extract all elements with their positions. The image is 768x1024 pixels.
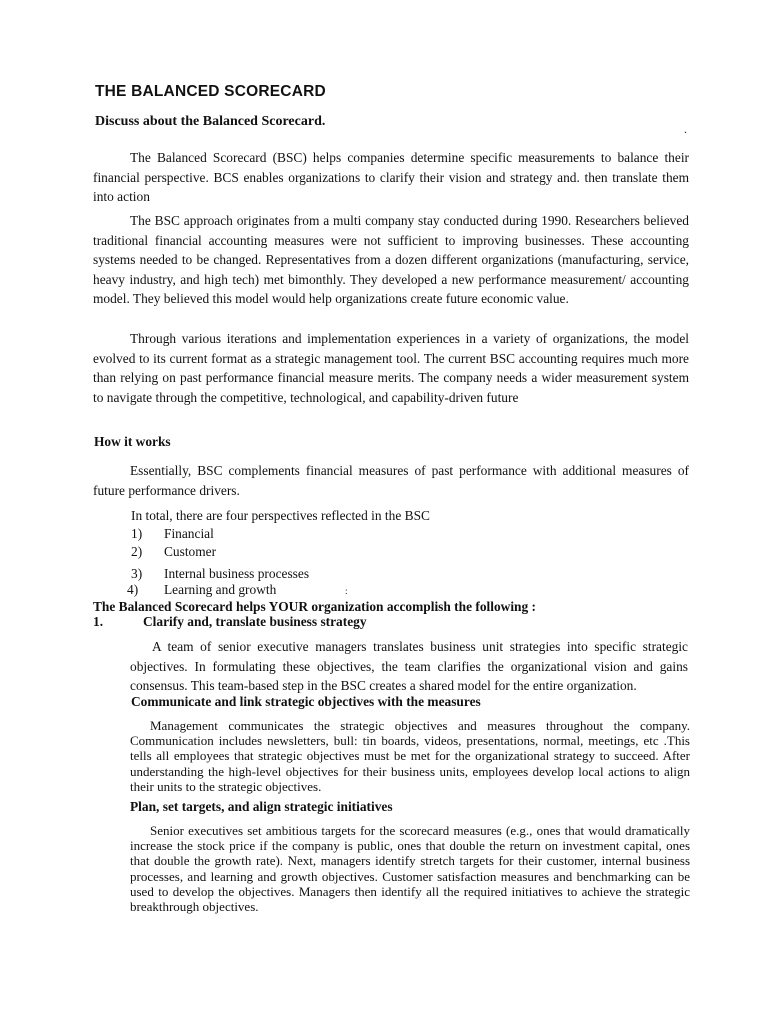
stray-dot: . — [684, 122, 687, 136]
paragraph-clarify: A team of senior executive managers translates business unit strategies into specific strategic objectives. In formulating these objectives, the team clarifies the organizational vision and gains consensus. This team-based step in the BSC creates a shared model for the entire organization. — [130, 639, 688, 693]
list-item-text: Internal business processes — [164, 566, 310, 581]
heading-how-it-works: How it works — [94, 434, 171, 449]
document-subtitle: Discuss about the Balanced Scorecard. — [95, 114, 326, 129]
heading-clarify: Clarify and, translate business strategy — [143, 614, 367, 629]
stray-colon: : — [345, 586, 348, 596]
item-number: 1. — [93, 614, 104, 629]
paragraph-communicate: Management communicates the strategic objectives and measures throughout the company. Communication includes newsletters, bull: tin boards, videos, presentations, normal, meetings, etc .This tells all employees that strategic objectives must be met for the organizational strategy to succeed. After understanding the high-level objectives for their business units, employees develop local actions to align their units to the strategic objectives. — [130, 718, 690, 794]
list-item-number: 3) — [131, 566, 143, 581]
document-title: THE BALANCED SCORECARD — [95, 83, 326, 100]
list-item-text: Financial — [164, 526, 214, 541]
heading-accomplish: The Balanced Scorecard helps YOUR organization accomplish the following : — [93, 599, 537, 614]
paragraph-how-it-works: Essentially, BSC complements financial measures of past performance with additional measures of future performance drivers. — [93, 463, 689, 498]
list-item-number: 1) — [131, 526, 143, 541]
perspectives-intro: In total, there are four perspectives reflected in the BSC — [131, 508, 430, 523]
heading-communicate: Communicate and link strategic objectives with the measures — [131, 694, 481, 709]
heading-plan: Plan, set targets, and align strategic initiatives — [130, 799, 393, 814]
list-item-text: Learning and growth — [164, 582, 277, 597]
list-item-text: Customer — [164, 544, 217, 559]
paragraph-origins: The BSC approach originates from a multi company stay conducted during 1990. Researchers believed traditional financial accounting measures were not sufficient to improving businesses. These accounting systems needed to be changed. Representatives from a dozen different organizations (manufacturing, service, heavy industry, and high tech) met bimonthly. They developed a new performance measurement/ accounting model. They believed this model would help organizations create future economic value. — [93, 213, 689, 306]
paragraph-evolution: Through various iterations and implementation experiences in a variety of organizations, the model evolved to its current format as a strategic management tool. The current BSC accounting requires much more than relying on past performance financial measure merits. The company needs a wider measurement system to navigate through the competitive, technological, and capability-driven future — [93, 331, 689, 405]
list-item-number: 4) — [127, 582, 139, 597]
paragraph-intro: The Balanced Scorecard (BSC) helps companies determine specific measurements to balance their financial perspective. BCS enables organizations to clarify their vision and strategy and. then translate them into action — [93, 150, 689, 204]
paragraph-plan: Senior executives set ambitious targets for the scorecard measures (e.g., ones that would dramatically increase the stock price if the company is public, ones that double the return on investment capital, ones that double the growth rate). Next, managers identify stretch targets for their customer, internal business processes, and learning and growth objectives. Customer satisfaction measures and benchmarking can be used to develop the objectives. Managers then identify all the required initiatives to achieve the strategic breakthrough objectives. — [130, 823, 690, 915]
list-item-number: 2) — [131, 544, 143, 559]
